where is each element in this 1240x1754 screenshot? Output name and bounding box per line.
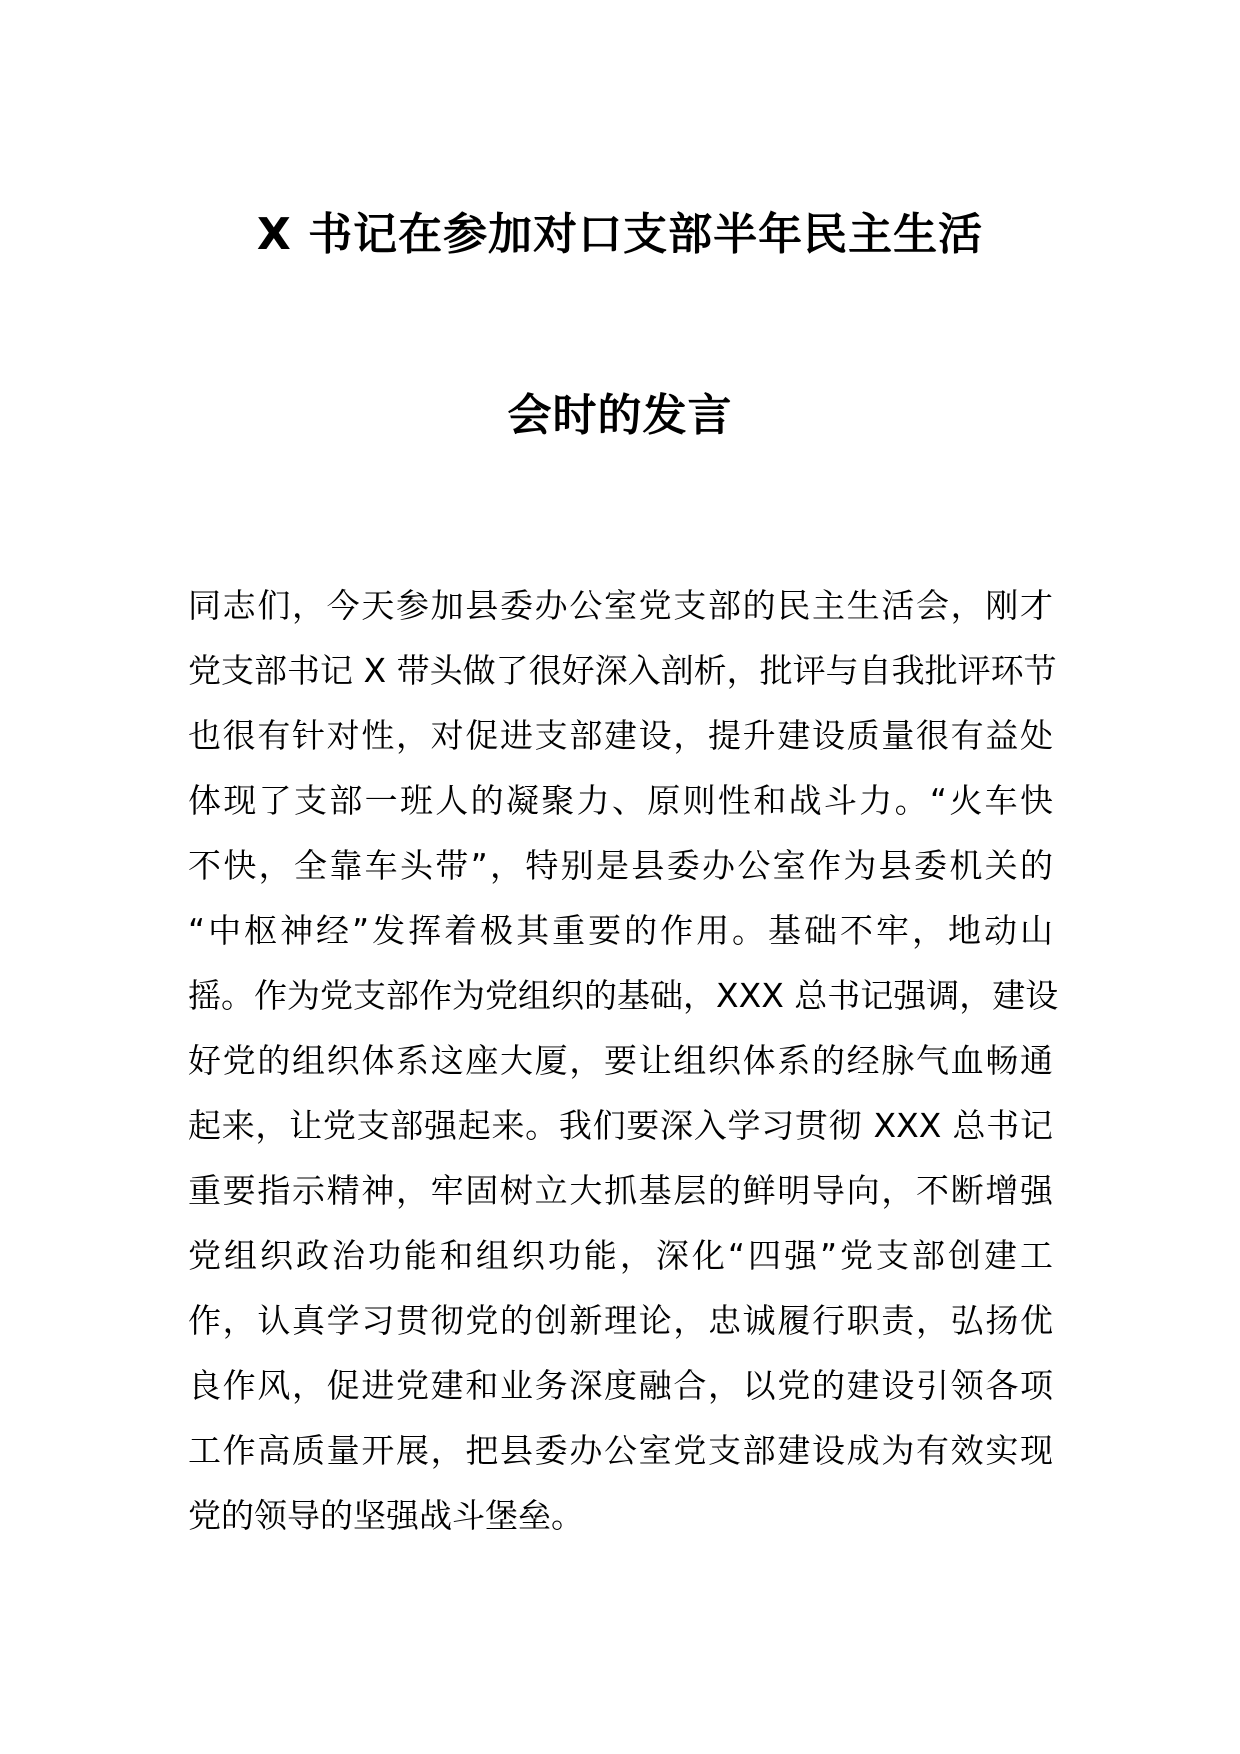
document-body [188, 573, 1059, 1548]
body-line: 良作风，促进党建和业务深度融合，以党的建设引领各项 [188, 1366, 1053, 1405]
body-line: 工作高质量开展，把县委办公室党支部建设成为有效实现 [188, 1431, 1053, 1470]
body-line: 摇。作为党支部作为党组织的基础，XXX 总书记强调，建设 [188, 976, 1059, 1015]
body-line: “中枢神经”发挥着极其重要的作用。基础不牢，地动山 [188, 911, 1053, 950]
document-title-line-2: 会时的发言 [507, 390, 733, 441]
body-line: 不快，全靠车头带”，特别是县委办公室作为县委机关的 [188, 846, 1053, 885]
body-line: 重要指示精神，牢固树立大抓基层的鲜明导向，不断增强 [188, 1171, 1053, 1210]
body-line: 起来，让党支部强起来。我们要深入学习贯彻 XXX 总书记 [188, 1106, 1053, 1145]
body-line: 党组织政治功能和组织功能，深化“四强”党支部创建工 [188, 1236, 1053, 1275]
body-line: 党支部书记 X 带头做了很好深入剖析，批评与自我批评环节 [188, 651, 1057, 690]
document-title-line-1: X 书记在参加对口支部半年民主生活 [256, 209, 984, 260]
body-line: 党的领导的坚强战斗堡垒。 [188, 1496, 584, 1535]
body-line: 体现了支部一班人的凝聚力、原则性和战斗力。“火车快 [188, 781, 1053, 820]
body-line: 也很有针对性，对促进支部建设，提升建设质量很有益处 [188, 716, 1053, 755]
body-line: 作，认真学习贯彻党的创新理论，忠诚履行职责，弘扬优 [188, 1301, 1053, 1340]
body-line: 好党的组织体系这座大厦，要让组织体系的经脉气血畅通 [188, 1041, 1053, 1080]
body-line: 同志们，今天参加县委办公室党支部的民主生活会，刚才 [188, 586, 1053, 625]
